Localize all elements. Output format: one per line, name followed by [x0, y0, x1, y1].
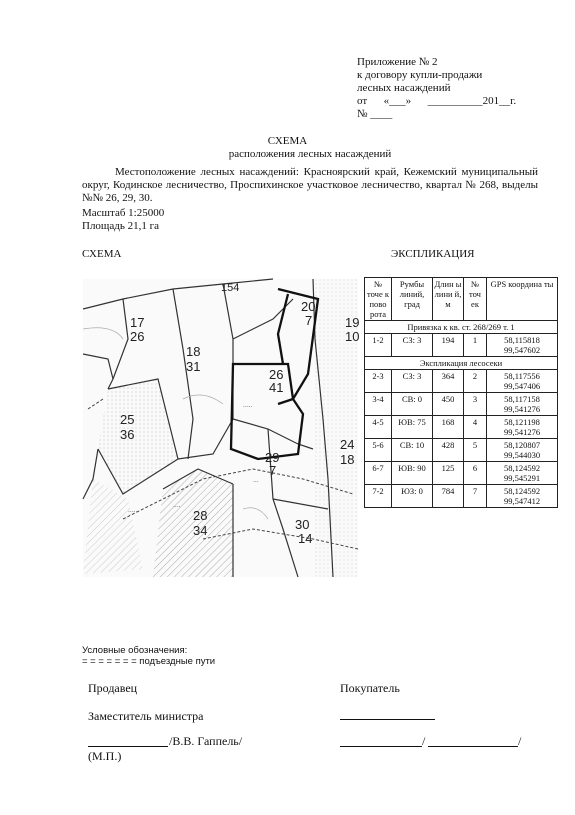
buyer-separator: / — [422, 734, 426, 748]
map-label-7a: 7 — [305, 313, 313, 328]
cell-point: 7 — [464, 485, 487, 508]
col-header-bearing: Румбы линий, град — [392, 278, 433, 321]
svg-text:···: ··· — [253, 479, 259, 486]
col-header-points: № точ ек — [464, 278, 487, 321]
cell-length: 364 — [433, 370, 464, 393]
gps-lat: 58,124592 — [503, 486, 541, 496]
gps-lat: 58,117158 — [504, 394, 540, 404]
area-text: Площадь 21,1 га — [82, 220, 160, 232]
svg-text:····: ···· — [173, 504, 181, 511]
map-label-26a: 26 — [130, 329, 145, 344]
forest-plot-map — [83, 279, 358, 577]
explication-table — [364, 277, 558, 508]
cell-gps — [487, 462, 558, 485]
gps-lon: 99,547602 — [503, 345, 541, 355]
cell-point: 6 — [464, 462, 487, 485]
seller-signature-line — [88, 746, 168, 747]
map-label-24: 24 — [340, 437, 355, 452]
map-label-36: 36 — [120, 427, 135, 442]
map-label-25: 25 — [120, 412, 135, 427]
gps-lat: 58,115818 — [504, 335, 540, 345]
annex-line-4: от «___» __________201__г. — [357, 95, 517, 107]
annex-line-2: к договору купли-продажи — [357, 69, 483, 81]
cell-point: 4 — [464, 416, 487, 439]
legend-item-roads: = = = = = = = подъездные пути — [82, 656, 216, 667]
cell-bearing: ЮВ: 90 — [392, 462, 433, 485]
table-header-row — [365, 278, 558, 321]
cell-gps — [487, 334, 558, 357]
buyer-label: Покупатель — [340, 681, 400, 695]
annex-line-5: № ____ — [357, 108, 393, 120]
cell-length: 194 — [433, 334, 464, 357]
cell-bearing: ЮЗ: 0 — [392, 485, 433, 508]
cell-length: 168 — [433, 416, 464, 439]
table-row — [365, 416, 558, 439]
cell-segment: 5-6 — [365, 439, 392, 462]
scale-text: Масштаб 1:25000 — [82, 207, 165, 219]
cell-segment: 6-7 — [365, 462, 392, 485]
gps-lon: 99,541276 — [503, 427, 541, 437]
cell-segment: 4-5 — [365, 416, 392, 439]
cell-bearing: СЗ: 3 — [392, 334, 433, 357]
svg-text:·····: ····· — [243, 404, 253, 411]
legend-title: Условные обозначения: — [82, 645, 188, 656]
buyer-position-line — [340, 719, 435, 720]
page-subtitle: расположения лесных насаждений — [228, 148, 392, 160]
gps-lon: 99,541276 — [503, 404, 541, 414]
annex-line-3: лесных насаждений — [357, 82, 451, 94]
map-drawing — [83, 279, 358, 577]
annex-block — [357, 56, 516, 121]
seller-label: Продавец — [88, 681, 138, 695]
map-label-18b: 18 — [340, 452, 355, 467]
cell-gps — [487, 416, 558, 439]
cell-length: 428 — [433, 439, 464, 462]
cell-point: 1 — [464, 334, 487, 357]
map-label-19: 19 — [345, 315, 360, 330]
map-label-30: 30 — [295, 517, 310, 532]
svg-text:·····: ····· — [128, 509, 138, 516]
explication-label: ЭКСПЛИКАЦИЯ — [391, 248, 475, 260]
cell-segment: 3-4 — [365, 393, 392, 416]
gps-lon: 99,544030 — [503, 450, 541, 460]
cell-segment: 7-2 — [365, 485, 392, 508]
cell-bearing: СЗ: 3 — [392, 370, 433, 393]
map-label-20: 20 — [301, 299, 316, 314]
cell-gps — [487, 393, 558, 416]
map-label-14: 14 — [298, 531, 313, 546]
map-label-154: 154 — [221, 282, 240, 294]
section-row — [365, 321, 558, 334]
cell-length: 125 — [433, 462, 464, 485]
gps-lon: 99,547406 — [503, 381, 541, 391]
section-binding: Привязка к кв. ст. 268/269 т. 1 — [365, 321, 558, 334]
cell-point: 2 — [464, 370, 487, 393]
cell-length: 450 — [433, 393, 464, 416]
annex-line-1: Приложение № 2 — [357, 56, 438, 68]
section-cutting: Экспликация лесосеки — [365, 357, 558, 370]
map-label-26b: 26 — [269, 367, 284, 382]
table-row — [365, 485, 558, 508]
table-row — [365, 334, 558, 357]
map-label-41: 41 — [269, 380, 284, 395]
cell-gps — [487, 439, 558, 462]
buyer-signature-line — [340, 746, 422, 747]
table-row — [365, 462, 558, 485]
cell-gps — [487, 370, 558, 393]
table-row — [365, 370, 558, 393]
cell-point: 5 — [464, 439, 487, 462]
col-header-length: Длин ы лини й, м — [433, 278, 464, 321]
map-label-29: 29 — [265, 450, 280, 465]
map-label-10: 10 — [345, 329, 360, 344]
map-label-17: 17 — [130, 315, 145, 330]
gps-lat: 58,124592 — [503, 463, 541, 473]
seller-name: /В.В. Гаппель/ — [169, 734, 243, 748]
gps-lat: 58,120807 — [503, 440, 541, 450]
map-label-7b: 7 — [269, 463, 277, 478]
cell-segment: 2-3 — [365, 370, 392, 393]
cell-bearing: СВ: 10 — [392, 439, 433, 462]
seller-stamp: (М.П.) — [88, 749, 122, 763]
page-title: СХЕМА — [267, 135, 308, 147]
location-paragraph: Местоположение лесных насаждений: Красноярский край, Кежемский муниципальный округ, Кодинское лесничество, Проспихинское участковое лесничество, квартал № 268, выделы №№ 26, 29, 30. — [82, 166, 538, 204]
cell-length: 784 — [433, 485, 464, 508]
gps-lat: 58,117556 — [504, 371, 540, 381]
buyer-end: / — [518, 734, 522, 748]
schema-label: СХЕМА — [82, 248, 122, 260]
cell-point: 3 — [464, 393, 487, 416]
gps-lon: 99,547412 — [503, 496, 541, 506]
table-row — [365, 439, 558, 462]
cell-segment: 1-2 — [365, 334, 392, 357]
col-header-gps: GPS координа ты — [487, 278, 558, 321]
gps-lon: 99,545291 — [503, 473, 541, 483]
gps-lat: 58,121198 — [504, 417, 540, 427]
cell-bearing: СВ: 0 — [392, 393, 433, 416]
map-label-28: 28 — [193, 508, 208, 523]
seller-position: Заместитель министра — [88, 709, 204, 723]
section-row — [365, 357, 558, 370]
buyer-name-line — [428, 746, 518, 747]
map-label-31: 31 — [186, 359, 201, 374]
cell-gps — [487, 485, 558, 508]
table-row — [365, 393, 558, 416]
map-label-18: 18 — [186, 344, 201, 359]
col-header-point: № точе к пово рота — [365, 278, 392, 321]
map-label-34: 34 — [193, 523, 208, 538]
cell-bearing: ЮВ: 75 — [392, 416, 433, 439]
